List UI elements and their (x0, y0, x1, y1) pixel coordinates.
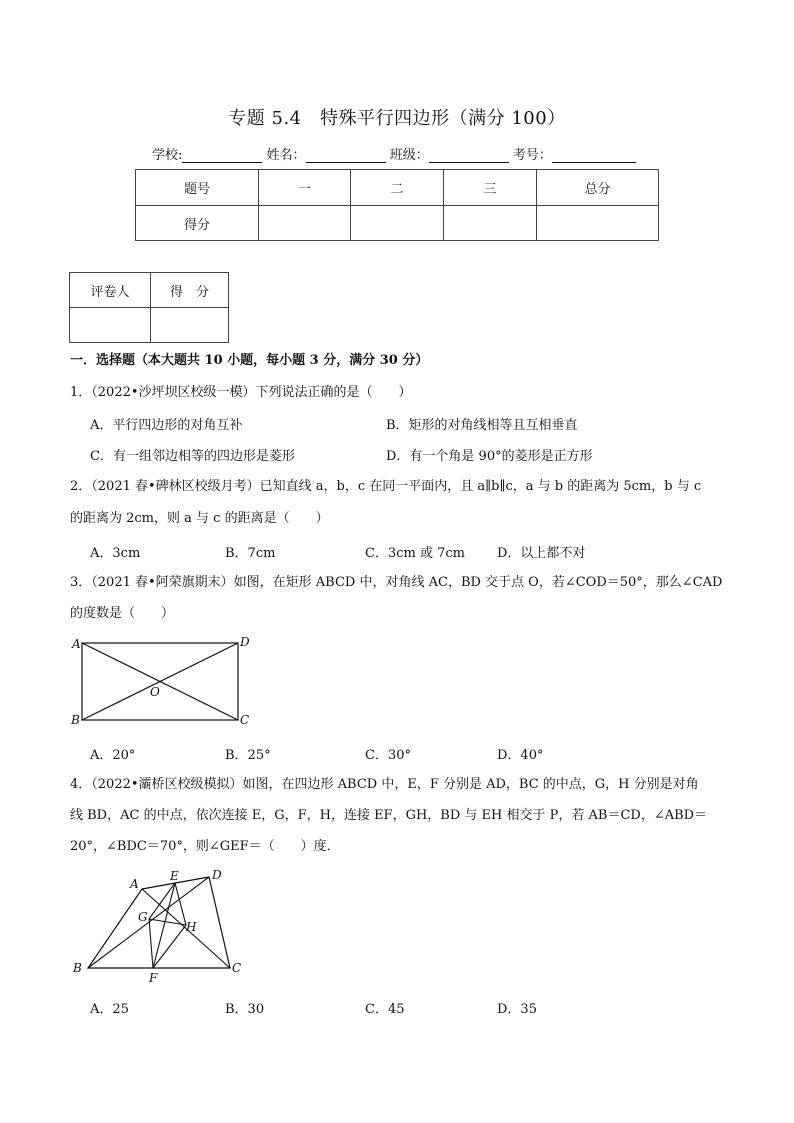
q4-option-d[interactable]: D．35 (497, 1002, 537, 1017)
rectangle-figure (68, 632, 258, 734)
label-e: E (170, 869, 179, 883)
label-c: C (240, 713, 250, 727)
q1-option-d[interactable]: D．有一个角是 90°的菱形是正方形 (386, 449, 593, 464)
school-label: 学校: (152, 148, 183, 163)
quadrilateral-figure (68, 866, 258, 988)
segment-he (175, 883, 186, 925)
score-row-label: 得分 (136, 206, 259, 241)
score-header-cell: 一 (259, 170, 351, 206)
label-h: H (186, 920, 197, 934)
q4-option-a[interactable]: A．25 (90, 1002, 129, 1017)
score-cell[interactable] (537, 206, 659, 241)
score-cell[interactable] (444, 206, 537, 241)
exam-no-label: 考号： (512, 148, 552, 163)
question-1-stem: 1．（2022•沙坪坝区校级一模）下列说法正确的是（ ） (70, 385, 412, 400)
segment-gf (149, 919, 153, 968)
school-blank[interactable] (182, 148, 262, 163)
score-table (135, 169, 659, 241)
name-label: 姓名： (266, 148, 306, 163)
segment-fh (153, 925, 186, 968)
label-o: O (150, 685, 160, 699)
q2-option-d[interactable]: D．以上都不对 (497, 546, 586, 561)
q2-option-b[interactable]: B．7cm (225, 546, 276, 561)
student-info-line (152, 144, 636, 163)
quadrilateral-abcd (88, 877, 230, 968)
question-3-line2: 的度数是（ ） (70, 606, 175, 621)
segment-gh (149, 919, 186, 925)
label-a: A (130, 877, 139, 891)
grader-table (69, 272, 229, 343)
label-d: D (212, 868, 222, 882)
grader-header: 评卷人 (70, 273, 151, 308)
score-cell[interactable] (351, 206, 444, 241)
score-header-cell: 总分 (537, 170, 659, 206)
score-header: 得 分 (151, 273, 229, 308)
page-title: 专题 5.4 特殊平行四边形（满分 100） (228, 108, 566, 129)
label-d: D (240, 635, 250, 649)
q3-option-d[interactable]: D．40° (497, 748, 544, 763)
score-cell[interactable] (259, 206, 351, 241)
class-blank[interactable] (429, 148, 509, 163)
q1-option-a[interactable]: A．平行四边形的对角互补 (90, 418, 243, 433)
question-4-line3: 20°，∠BDC＝70°，则∠GEF＝（ ）度． (70, 839, 340, 854)
q2-option-a[interactable]: A．3cm (90, 546, 141, 561)
q2-option-c[interactable]: C．3cm 或 7cm (365, 546, 465, 561)
label-c: C (232, 961, 242, 975)
section-heading: 一．选择题（本大题共 10 小题，每小题 3 分，满分 30 分） (70, 353, 429, 368)
label-b: B (71, 713, 80, 727)
question-4-line1: 4．（2022•灞桥区校级模拟）如图，在四边形 ABCD 中，E，F 分别是 AD，BC 的中点，G，H 分别是对角 (70, 777, 699, 792)
q1-option-c[interactable]: C．有一组邻边相等的四边形是菱形 (90, 449, 295, 464)
label-f: F (149, 971, 158, 985)
q1-option-b[interactable]: B．矩形的对角线相等且互相垂直 (386, 418, 578, 433)
q3-option-a[interactable]: A．20° (90, 748, 136, 763)
exam-no-blank[interactable] (552, 148, 636, 163)
q4-option-c[interactable]: C．45 (365, 1002, 405, 1017)
score-header-cell: 二 (351, 170, 444, 206)
label-a: A (72, 637, 81, 651)
score-header-cell: 题号 (136, 170, 259, 206)
name-blank[interactable] (306, 148, 386, 163)
score-cell[interactable] (151, 308, 229, 343)
question-2-line1: 2．（2021 春•碑林区校级月考）已知直线 a，b，c 在同一平面内，且 a∥b∥c，a 与 b 的距离为 5cm，b 与 c (70, 479, 702, 494)
grader-cell[interactable] (70, 308, 151, 343)
q3-option-b[interactable]: B．25° (225, 748, 271, 763)
segment-ef (153, 883, 175, 968)
q4-option-b[interactable]: B．30 (225, 1002, 265, 1017)
class-label: 班级： (389, 148, 429, 163)
question-4-line2: 线 BD，AC 的中点，依次连接 E，G，F，H，连接 EF，GH，BD 与 EH 相交于 P，若 AB＝CD，∠ABD＝ (70, 808, 708, 823)
label-b: B (73, 961, 82, 975)
q3-option-c[interactable]: C．30° (365, 748, 411, 763)
question-3-line1: 3．（2021 春•阿荣旗期末）如图，在矩形 ABCD 中，对角线 AC，BD 交于点 O，若∠COD＝50°，那么∠CAD (70, 575, 723, 590)
score-header-cell: 三 (444, 170, 537, 206)
question-2-line2: 的距离为 2cm，则 a 与 c 的距离是（ ） (70, 511, 329, 526)
label-g: G (138, 910, 148, 924)
segment-eg (149, 883, 175, 919)
